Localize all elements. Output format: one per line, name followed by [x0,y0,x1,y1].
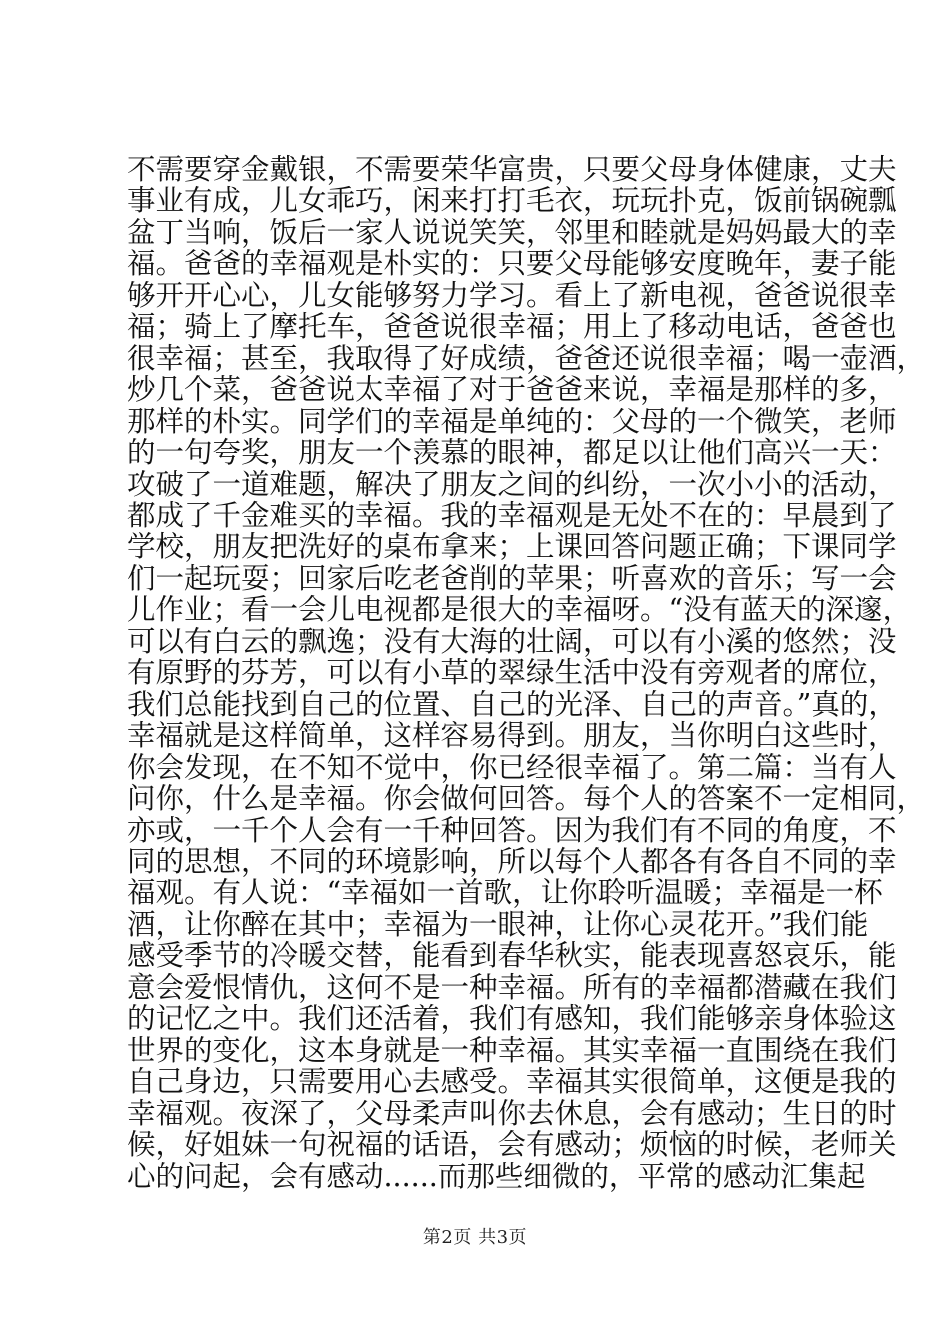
text-line: 世界的变化，这本身就是一种幸福。其实幸福一直围绕在我们 [127,1033,897,1067]
text-line: 盆丁当响，饭后一家人说说笑笑，邻里和睦就是妈妈最大的幸 [127,215,897,249]
text-line: 你会发现，在不知不觉中，你已经很幸福了。第二篇：当有人 [127,750,897,784]
text-line: 同的思想，不同的环境影响，所以每个人都各有各自不同的幸 [127,844,897,878]
text-line: 福；骑上了摩托车，爸爸说很幸福；用上了移动电话，爸爸也 [127,310,897,344]
text-line: 那样的朴实。同学们的幸福是单纯的：父母的一个微笑，老师 [127,404,897,438]
text-line: 攻破了一道难题，解决了朋友之间的纠纷，一次小小的活动， [127,467,897,501]
text-line: 不需要穿金戴银，不需要荣华富贵，只要父母身体健康，丈夫 [127,153,897,186]
text-line: 酒，让你醉在其中；幸福为一眼神，让你心灵花开。”我们能 [127,907,869,941]
text-line: 们一起玩耍；回家后吃老爸削的苹果；听喜欢的音乐；写一会 [127,561,897,595]
text-line: 幸福观。夜深了，父母柔声叫你去休息，会有感动；生日的时 [127,1096,897,1130]
text-line: 儿作业；看一会儿电视都是很大的幸福呀。“没有蓝天的深邃， [127,593,912,627]
text-line: 都成了千金难买的幸福。我的幸福观是无处不在的：早晨到了 [127,498,897,532]
text-line: 心的问起，会有感动......而那些细微的，平常的感动汇集起 [127,1159,866,1193]
page-footer [0,1223,950,1249]
text-line: 福观。有人说：“幸福如一首歌，让你聆听温暖；幸福是一杯 [127,876,883,910]
page-number-label: 第2页 共3页 [422,1227,528,1248]
text-line: 炒几个菜，爸爸说太幸福了对于爸爸来说，幸福是那样的多， [127,373,897,407]
text-line: 可以有白云的飘逸；没有大海的壮阔，可以有小溪的悠然；没 [127,624,897,658]
text-line: 问你，什么是幸福。你会做何回答。每个人的答案不一定相同， [127,782,926,816]
text-line: 亦或，一千个人会有一千种回答。因为我们有不同的角度，不 [127,813,897,847]
text-line: 福。爸爸的幸福观是朴实的：只要父母能够安度晚年，妻子能 [127,247,897,281]
text-line: 的记忆之中。我们还活着，我们有感知，我们能够亲身体验这 [127,1002,897,1036]
text-line: 自己身边，只需要用心去感受。幸福其实很简单，这便是我的 [127,1065,897,1099]
text-line: 学校，朋友把洗好的桌布拿来；上课回答问题正确；下课同学 [127,530,897,564]
text-line: 的一句夸奖，朋友一个羡慕的眼神，都足以让他们高兴一天： [127,436,897,470]
body-text [127,153,926,1193]
text-line: 很幸福；甚至，我取得了好成绩，爸爸还说很幸福；喝一壶酒， [127,341,926,375]
text-line: 幸福就是这样简单，这样容易得到。朋友，当你明白这些时， [127,719,897,753]
text-line: 感受季节的冷暖交替，能看到春华秋实，能表现喜怒哀乐，能 [127,939,897,973]
text-line: 意会爱恨情仇，这何不是一种幸福。所有的幸福都潜藏在我们 [127,970,897,1004]
text-line: 候，好姐妹一句祝福的话语，会有感动；烦恼的时候，老师关 [127,1128,897,1162]
text-line: 我们总能找到自己的位置、自己的光泽、自己的声音。”真的， [127,687,897,721]
text-line: 有原野的芬芳，可以有小草的翠绿生活中没有旁观者的席位， [127,656,897,690]
text-line: 事业有成，儿女乖巧，闲来打打毛衣，玩玩扑克，饭前锅碗瓢 [127,184,897,218]
text-line: 够开开心心，儿女能够努力学习。看上了新电视，爸爸说很幸 [127,278,897,312]
